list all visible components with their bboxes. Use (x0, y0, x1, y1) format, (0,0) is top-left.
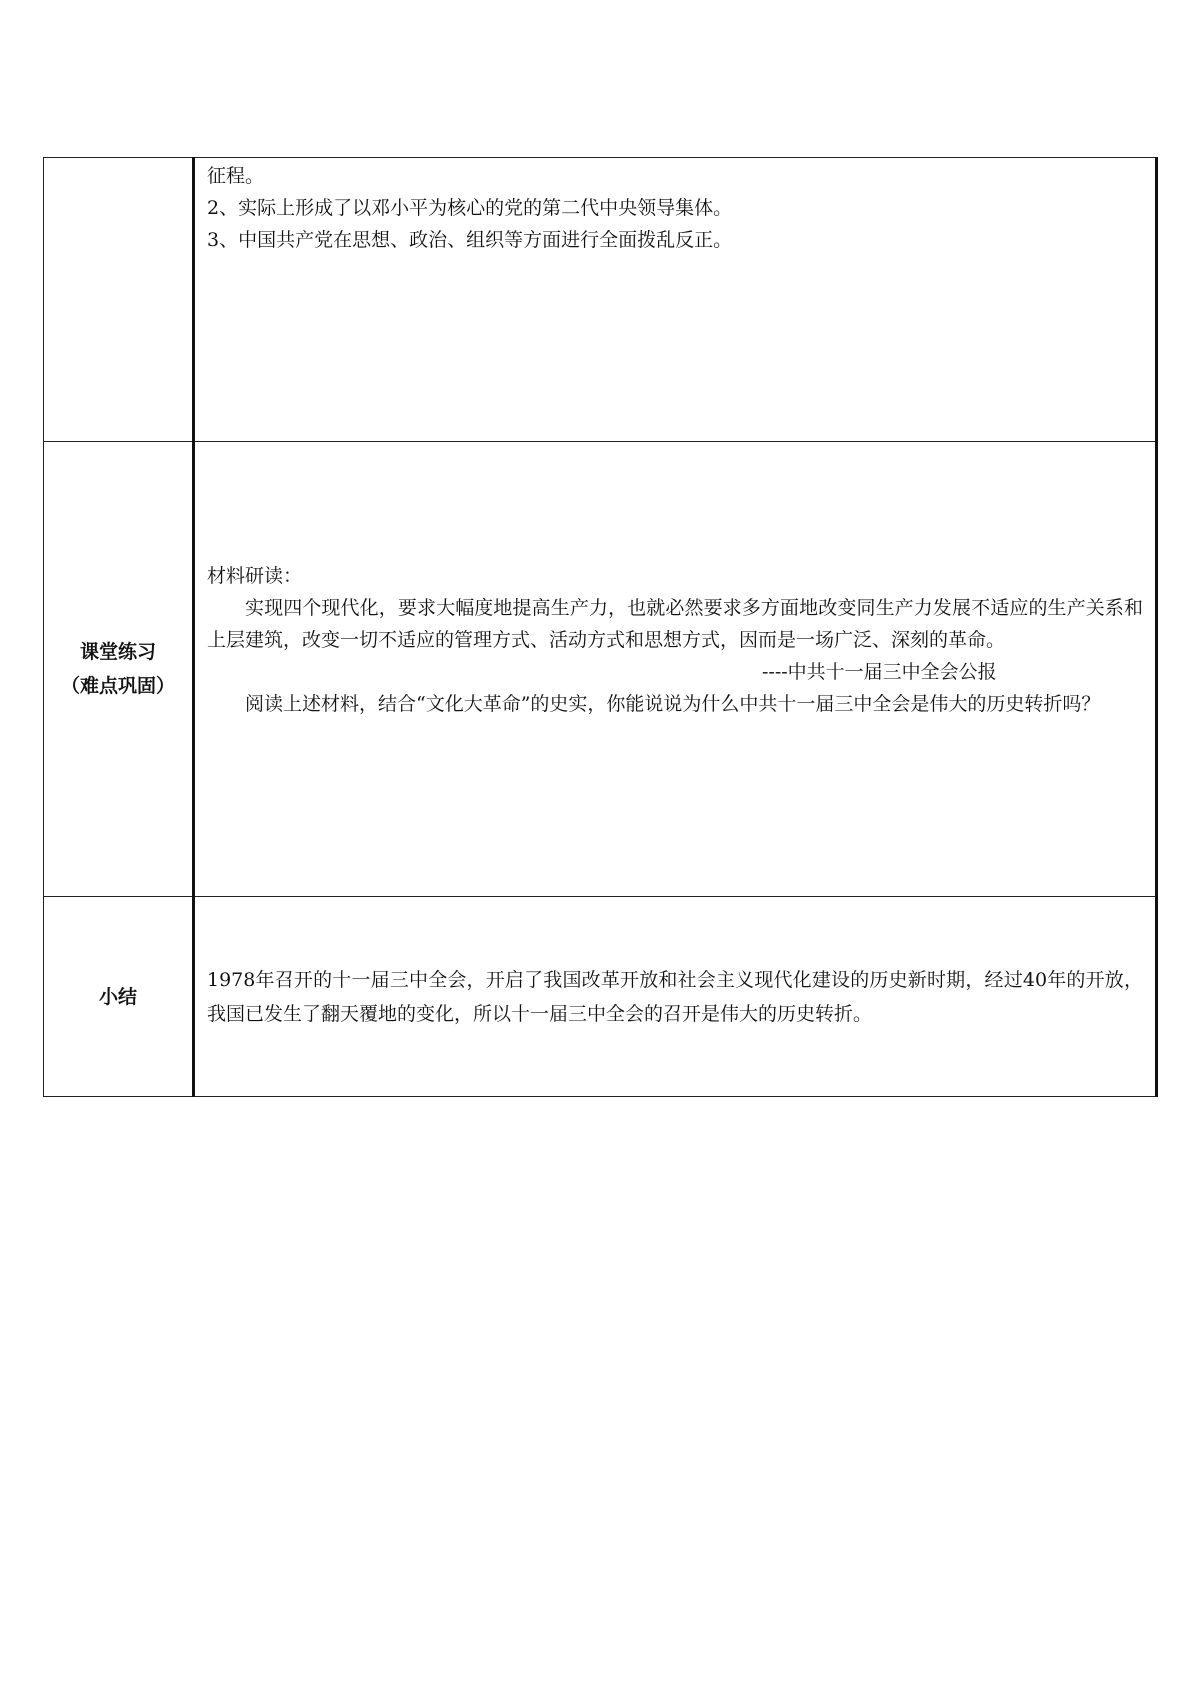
lesson-plan-table (43, 157, 1158, 1097)
material-heading: 材料研读： (207, 565, 303, 587)
row-label-empty (44, 158, 194, 442)
material-attribution: ----中共十一届三中全会公报 (762, 661, 997, 683)
practice-question: 阅读上述材料，结合“文化大革命”的史实，你能说说为什么中共十一届三中全会是伟大的历史转折吗？ (245, 693, 1101, 715)
table-row-outcomes (44, 158, 1157, 442)
table-row-summary (44, 897, 1157, 1097)
row-label-practice (44, 442, 194, 897)
practice-label: 课堂练习 (79, 641, 156, 663)
outcome-line-1: 征程。 (207, 165, 265, 187)
material-quote: 实现四个现代化，要求大幅度地提高生产力，也就必然要求多方面地改变同生产力发展不适应的生产关系和上层建筑，改变一切不适应的管理方式、活动方式和思想方式，因而是一场广泛、深刻的革命。 (207, 597, 1143, 651)
practice-sublabel: （难点巩固） (60, 675, 175, 697)
table-row-practice (44, 442, 1157, 897)
row-label-summary (44, 897, 194, 1097)
outcome-line-2: 2、实际上形成了以邓小平为核心的党的第二代中央领导集体。 (207, 197, 733, 219)
outcomes-cell (194, 158, 1157, 442)
outcome-line-3: 3、中国共产党在思想、政治、组织等方面进行全面拨乱反正。 (207, 229, 733, 251)
summary-cell (194, 897, 1157, 1097)
practice-cell (194, 442, 1157, 897)
summary-label: 小结 (98, 985, 137, 1008)
summary-text: 1978年召开的十一届三中全会，开启了我国改革开放和社会主义现代化建设的历史新时期，经过40年的开放，我国已发生了翻天覆地的变化，所以十一届三中全会的召开是伟大的历史转折。 (207, 968, 1143, 1025)
